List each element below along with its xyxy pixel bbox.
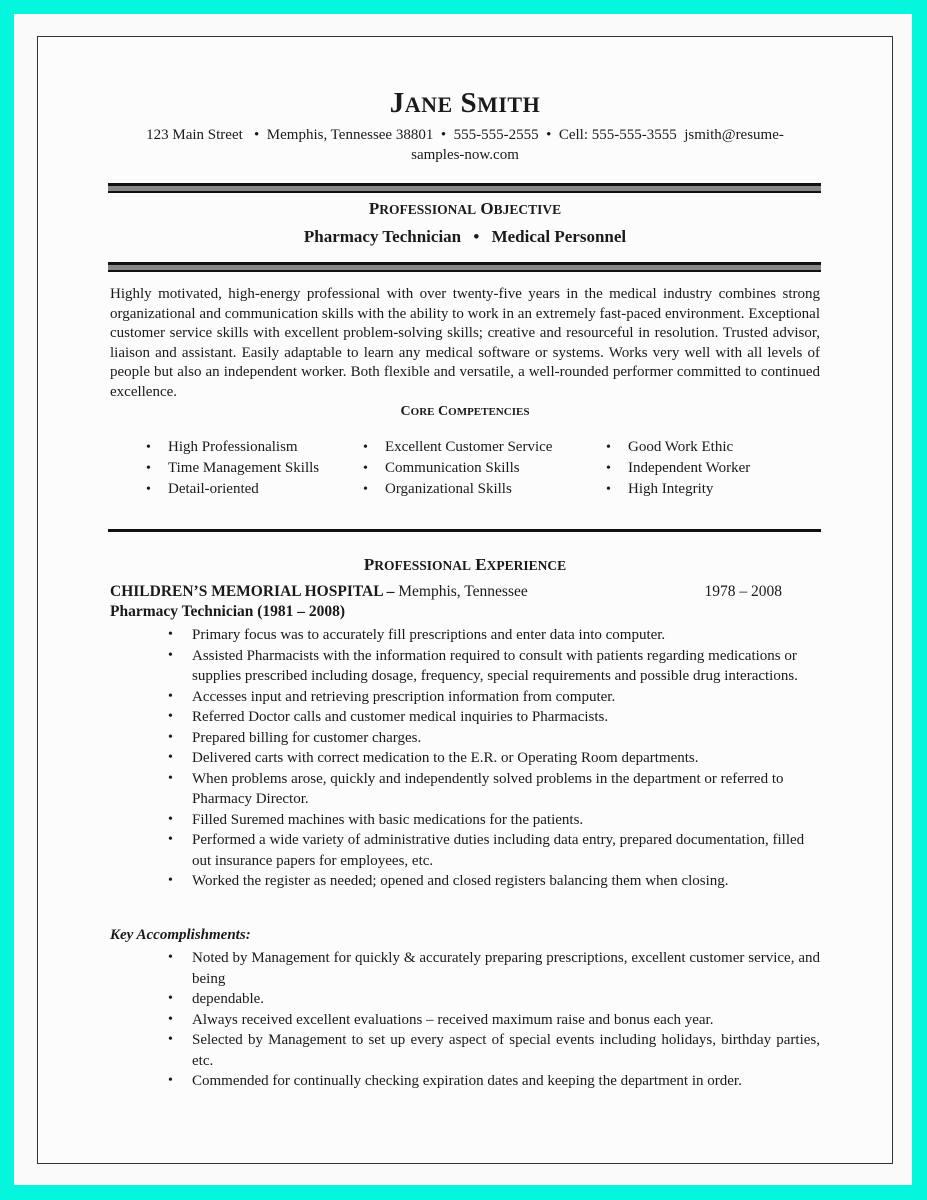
duty-item: • Prepared billing for customer charges. xyxy=(168,728,820,749)
competency-item: • High Professionalism xyxy=(146,437,319,458)
contact-line-2: samples-now.com xyxy=(411,147,519,163)
professional-summary: Highly motivated, high-energy professional with over twenty-five years in the medical industry combines strong organizational and communication skills with the ability to work in an extremely fast-paced environment. Exceptional customer service skills with excellent problem-solving skills; creative and resourceful in resolution. Trusted advisor, liaison and assistant. Easily adaptable to learn any medical software or systems. Works very well with all levels of people but also an independent worker. Both flexible and versatile, a well-rounded performer committed to continued excellence. xyxy=(110,286,820,400)
employer-location: Memphis, Tennessee xyxy=(394,583,528,600)
accomplishment-item: • Commended for continually checking expiration dates and keeping the department in order. xyxy=(168,1071,820,1092)
divider-rule xyxy=(108,529,821,532)
competency-item: • High Integrity xyxy=(606,479,750,500)
competencies-column-1 xyxy=(146,437,319,500)
title-pharmacy-technician: Pharmacy Technician xyxy=(303,227,462,246)
divider-rule xyxy=(108,183,821,193)
accomplishment-item: • Selected by Management to set up every aspect of special events including holidays, birthday parties, etc. xyxy=(168,1030,820,1071)
resume-document xyxy=(37,36,893,1164)
competency-item: • Detail-oriented xyxy=(146,479,319,500)
key-accomplishments-heading: Key Accomplishments: xyxy=(110,927,251,943)
employer-name: CHILDREN’S MEMORIAL HOSPITAL – xyxy=(110,583,395,600)
contact-info xyxy=(38,125,892,165)
duty-item: • Performed a wide variety of administrative duties including data entry, prepared documentation, filled out insurance papers for employees, etc. xyxy=(168,830,820,871)
page-background xyxy=(14,14,912,1185)
title-medical-personnel: Medical Personnel xyxy=(491,227,627,246)
employment-years: 1978 – 2008 xyxy=(704,583,782,600)
contact-line-1: 123 Main Street • Memphis, Tennessee 38801 • 555-555-2555 • Cell: 555-555-3555 jsmith@resume- xyxy=(146,127,784,143)
objective-titles xyxy=(38,227,892,247)
duty-item: • Worked the register as needed; opened and closed registers balancing them when closing. xyxy=(168,871,820,892)
section-heading-experience: PROFESSIONAL EXPERIENCE xyxy=(363,555,567,574)
job-role: Pharmacy Technician (1981 – 2008) xyxy=(110,603,346,620)
accomplishment-item: • Noted by Management for quickly & accurately preparing prescriptions, excellent customer service, and being xyxy=(168,948,820,989)
competency-item: • Organizational Skills xyxy=(363,479,552,500)
competency-item: • Independent Worker xyxy=(606,458,750,479)
duty-item: • Accesses input and retrieving prescription information from computer. xyxy=(168,687,820,708)
bullet-separator: • xyxy=(473,227,480,246)
duty-item: • When problems arose, quickly and independently solved problems in the department or referred to Pharmacy Director. xyxy=(168,769,820,810)
duty-item: • Referred Doctor calls and customer medical inquiries to Pharmacists. xyxy=(168,707,820,728)
accomplishment-item: • Always received excellent evaluations – received maximum raise and bonus each year. xyxy=(168,1010,820,1031)
duty-item: • Delivered carts with correct medication to the E.R. or Operating Room departments. xyxy=(168,748,820,769)
competencies-column-2 xyxy=(363,437,552,500)
accomplishment-item: • dependable. xyxy=(168,989,820,1010)
competency-item: • Good Work Ethic xyxy=(606,437,750,458)
duties-list xyxy=(168,625,820,892)
duty-item: • Filled Suremed machines with basic medications for the patients. xyxy=(168,810,820,831)
competency-item: • Time Management Skills xyxy=(146,458,319,479)
duty-item: • Primary focus was to accurately fill prescriptions and enter data into computer. xyxy=(168,625,820,646)
competency-item: • Communication Skills xyxy=(363,458,552,479)
section-heading-objective: PROFESSIONAL OBJECTIVE xyxy=(368,199,562,218)
section-heading-core-competencies: CORE COMPETENCIES xyxy=(400,404,530,419)
candidate-name: JANE SMITH xyxy=(389,87,541,119)
competencies-column-3 xyxy=(606,437,750,500)
employer-line xyxy=(110,583,820,601)
accomplishments-list xyxy=(168,948,820,1092)
duty-item: • Assisted Pharmacists with the information required to consult with patients regarding medications or supplies prescribed including dosage, frequency, special requirements and possible drug interactions. xyxy=(168,646,820,687)
competency-item: • Excellent Customer Service xyxy=(363,437,552,458)
divider-rule xyxy=(108,262,821,272)
